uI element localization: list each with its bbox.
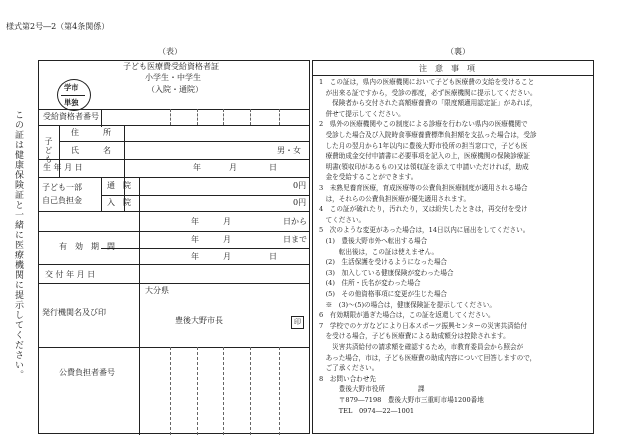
back-sheet [312, 60, 594, 434]
seal-bottom-text: 単独 [64, 98, 79, 107]
note-line: あった場合，市は，子ども医療費の助成内容について回答しますので， [319, 353, 537, 362]
birth-year: 年 [193, 163, 201, 172]
front-label: （表） [158, 47, 182, 56]
note-line: 4 この証が破れたり，汚れたり，又は紛失したときは，再交付を受け [319, 205, 528, 214]
note-line: 保険者から交付された高額療養費の「限度額適用認定証」があれば， [319, 99, 537, 108]
address-label: 住 所 [71, 128, 111, 137]
note-line: 療費助成金交付申請書に必要事項を記入の上，医療機関の保険診療証 [319, 152, 530, 161]
inpatient-amount: 0円 [293, 198, 307, 207]
back-label: （裏） [446, 47, 470, 56]
note-line: (3) 加入している健康保険が変わった場合 [319, 268, 454, 277]
inpatient-label: 入 院 [107, 198, 131, 207]
copay-label-2: 自己負担金 [42, 196, 82, 205]
note-line: 転出後は，この証は使えません。 [319, 247, 439, 256]
form-number: 様式第2号―2（第4条関係） [6, 22, 110, 31]
note-line: 6 有効期限が過ぎた場合は，この証を返還してください。 [319, 311, 495, 320]
note-line: は，それらの公費負担医療が優先適用されます。 [319, 194, 471, 203]
outpatient-amount: 0円 [293, 181, 307, 190]
note-line: 7 学校でのケガなどにより日本スポーツ振興センターの災害共済給付 [319, 321, 527, 330]
recipient-no-label: 受給資格者番号 [43, 112, 99, 121]
official-stamp: 印 [291, 316, 304, 329]
note-line: (1) 豊後大野市外へ転出する場合 [319, 237, 428, 245]
issued-year: 年 [191, 252, 199, 261]
notes-title: 注 意 事 項 [419, 64, 475, 73]
note-line: 災害共済給付の請求額を確認するため，市教育委員会から照会が [319, 343, 524, 351]
note-line: TEL 0974―22―1001 [319, 406, 415, 415]
note-line: てください。 [319, 215, 366, 224]
note-line: した月の翌月から1年以内に豊後大野市役所の担当窓口で，子ども医 [319, 141, 528, 150]
card-subtitle2: （入院・通院） [147, 85, 203, 94]
note-line: 2 県外の医療機関やこの制度による診療を行わない県内の医療機関で [319, 120, 528, 129]
note-line: 〒879―7198 豊後大野市三重町市場1200番地 [319, 396, 484, 404]
note-line: を受ける場合，子ども医療費による助成額分は控除されます。 [319, 332, 510, 341]
note-line: 8 お問い合わせ先 [319, 374, 376, 383]
note-line: 1 この証は，県内の医療機関において子ども医療費の支給を受けること [319, 78, 535, 86]
note-line: (4) 住所・氏名が変わった場合 [319, 279, 421, 288]
valid-from-month: 月 [223, 217, 231, 226]
birth-label: 生 年 月 日 [43, 163, 83, 172]
birth-month: 月 [229, 163, 237, 172]
note-line: 明書(領収印があるもの)又は領収証を添えて申請いただければ，助成 [319, 162, 529, 171]
card-subtitle: 小学生・中学生 [145, 73, 201, 82]
outpatient-label: 通 院 [107, 181, 131, 190]
note-line: 併せて提示してください。 [319, 109, 405, 118]
issuer-pref: 大分県 [145, 286, 169, 295]
note-line: ご了承ください。 [319, 364, 379, 373]
note-line: (2) 生活保護を受けるようになった場合 [319, 258, 448, 267]
valid-from-year: 年 [191, 217, 199, 226]
note-line: 3 未熟児養育医療，育成医療等の公費負担医療制度が適用される場合 [319, 184, 528, 192]
valid-label: 有 効 期 間 [59, 242, 115, 251]
note-line: ※ (3)～(5)の場合は，健康保険証を提示してください。 [319, 300, 496, 309]
payer-no-label: 公費負担者番号 [59, 368, 115, 377]
copay-label-1: 子ども一部 [42, 183, 82, 192]
issued-month: 月 [223, 252, 231, 261]
issued-label: 交 付 年 月 日 [45, 270, 96, 279]
issued-day: 日 [269, 252, 277, 261]
note-line: (5) その他資格事項に変更が生じた場合 [319, 290, 448, 298]
side-note: この証は健康保険証と一緒に医療機関に提示してください。 [13, 110, 23, 380]
issuer-mayor: 豊後大野市長 [175, 316, 223, 325]
valid-to-suffix: 日まで [283, 235, 307, 244]
valid-from-suffix: 日から [283, 217, 307, 226]
valid-to-year: 年 [191, 235, 199, 244]
card-title: 子ども医療費受給資格者証 [123, 62, 219, 71]
sex-label: 男・女 [277, 146, 301, 155]
child-label: 子ども [44, 137, 53, 164]
seal-divider [61, 95, 85, 96]
note-line: 5 次のような変更があった場合は，14日以内に届出をしてください。 [319, 226, 530, 235]
note-line: 金を受給することができます。 [319, 173, 418, 182]
name-label: 氏 名 [71, 146, 111, 155]
issuer-label: 発行機関名及び印 [42, 308, 106, 317]
note-line: 豊後大野市役所 課 [319, 385, 425, 394]
birth-day: 日 [269, 163, 277, 172]
note-line: 受診した場合及び入院時食事療養費標準負担額を支払った場合は，受診 [319, 131, 537, 139]
front-sheet [38, 60, 310, 434]
note-line: が出来る証ですから，受診の都度，必ず医療機関に提示してください。 [319, 88, 537, 97]
valid-to-month: 月 [223, 235, 231, 244]
seal-top-text: 学市 [64, 83, 79, 92]
